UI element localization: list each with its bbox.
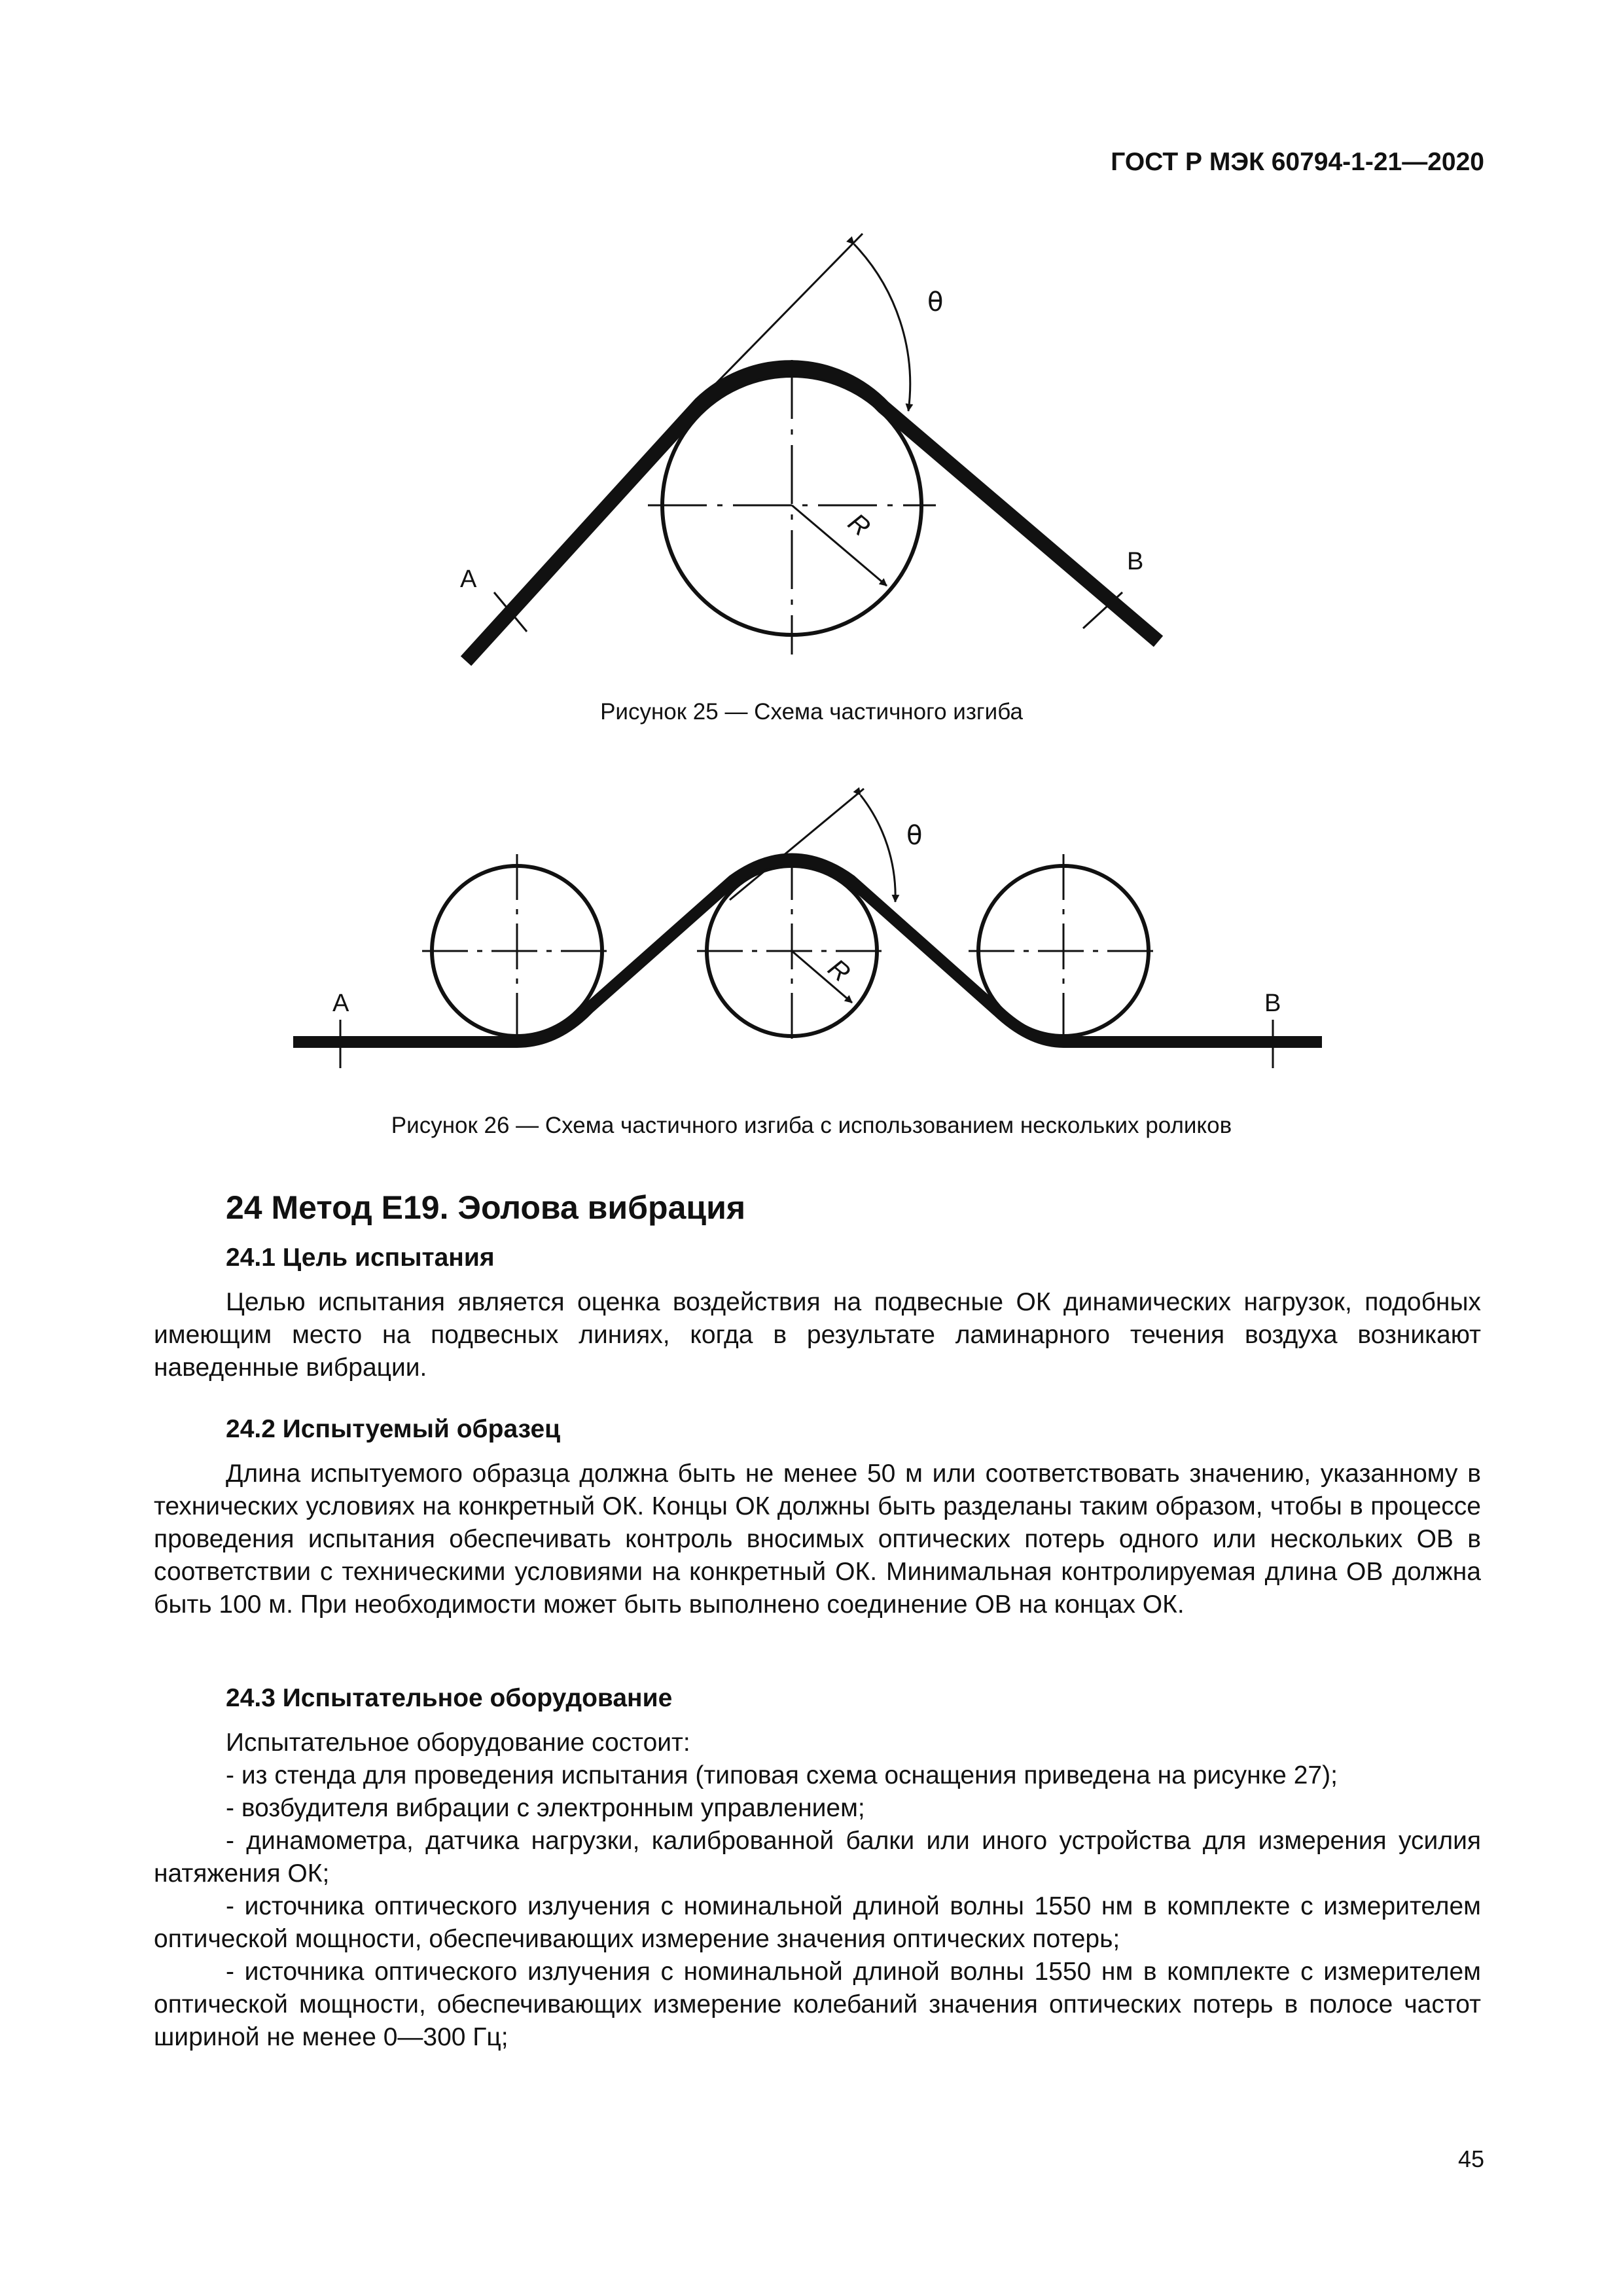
section-24-heading: 24 Метод E19. Эолова вибрация	[226, 1189, 746, 1226]
angle-theta-label: θ	[927, 287, 944, 317]
equipment-item: - из стенда для проведения испытания (типовая схема оснащения приведена на рисунке 27);	[226, 1761, 1338, 1789]
bent-cable	[466, 367, 1158, 661]
section-24-1-text	[154, 1286, 1481, 1384]
section-24-2-paragraph: Длина испытуемого образца должна быть не менее 50 м или соответствовать значению, указанному в технических условиях на конкретный ОК. Концы ОК должны быть разделаны таким образом, чтобы в процессе проведения испытания обеспечивать контроль вносимых оптических потерь одного или нескольких ОВ в соответствии с техническими условиями на конкретный ОК. Минимальная контролируемая длина ОВ должна быть 100 м. При необходимости может быть выполнено соединение ОВ на концах ОК.	[154, 1460, 1481, 1619]
equipment-item: - источника оптического излучения с номинальной длиной волны 1550 нм в комплекте с измерителем оптической мощности, обеспечивающих измерение значения оптических потерь;	[154, 1892, 1481, 1953]
point-b-label: B	[1264, 990, 1281, 1017]
section-24-2-heading: 24.2 Испытуемый образец	[226, 1415, 561, 1443]
document-designation: ГОСТ Р МЭК 60794-1-21—2020	[1111, 148, 1484, 176]
page-number: 45	[1457, 2145, 1484, 2172]
section-24-1-heading: 24.1 Цель испытания	[226, 1244, 495, 1272]
section-24-2-text	[154, 1458, 1481, 1621]
point-b-label: B	[1127, 548, 1144, 575]
equipment-intro: Испытательное оборудование состоит:	[226, 1729, 690, 1757]
equipment-item: - возбудителя вибрации с электронным управлением;	[226, 1794, 865, 1822]
figure-26-caption: Рисунок 26 — Схема частичного изгиба с использованием нескольких роликов	[391, 1113, 1232, 1138]
point-a-label: A	[460, 565, 477, 593]
radius-label: R	[842, 508, 876, 543]
angle-theta-label: θ	[906, 821, 923, 851]
equipment-item: - динамометра, датчика нагрузки, калиброванной балки или иного устройства для измерения усилия натяжения ОК;	[154, 1827, 1481, 1888]
radius-label: R	[822, 953, 856, 988]
equipment-item: - источника оптического излучения с номинальной длиной волны 1550 нм в комплекте с измерителем оптической мощности, обеспечивающих измерение колебаний значения оптических потерь в полосе частот шириной не менее 0—300 Гц;	[154, 1958, 1481, 2051]
section-24-3-heading: 24.3 Испытательное оборудование	[226, 1684, 673, 1712]
figure-25-caption: Рисунок 25 — Схема частичного изгиба	[600, 699, 1023, 725]
section-24-3-text	[154, 1727, 1481, 2054]
figure-26-diagram	[0, 776, 1623, 1096]
figure-25-diagram	[0, 216, 1623, 687]
point-a-label: A	[332, 990, 349, 1017]
section-24-1-paragraph: Целью испытания является оценка воздействия на подвесные ОК динамических нагрузок, подобных имеющим место на подвесных линиях, когда в результате ламинарного течения воздуха возникают наведенные вибрации.	[154, 1288, 1481, 1382]
